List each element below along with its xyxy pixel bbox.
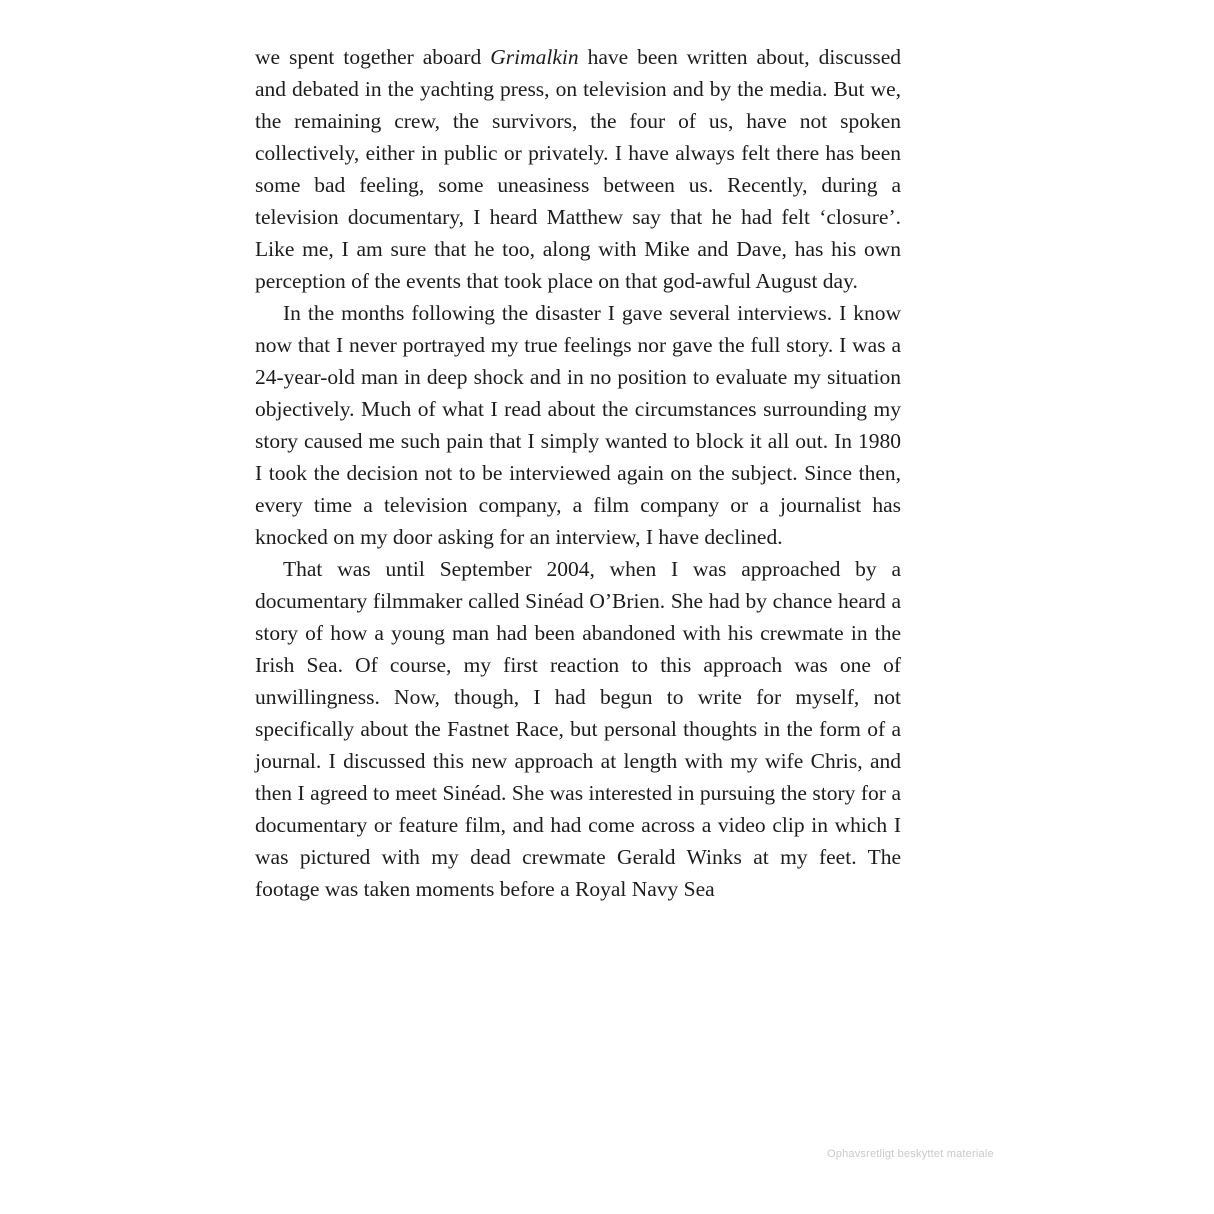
- paragraph-text: have been written about, discussed and debated in the yachting press, on television and by the media. But we, the remaining crew, the survivors, the four of us, have not spoken collectively, either in public or privately. I have always felt there has been some bad feeling, some uneasiness between us. Recently, during a television documentary, I heard Matthew say that he had felt ‘closure’. Like me, I am sure that he too, along with Mike and Dave, has his own perception of the events that took place on that god-awful August day.: [255, 45, 902, 293]
- paragraph-text: In the months following the disaster I gave several interviews. I know now that I never portrayed my true feelings nor gave the full story. I was a 24-year-old man in deep shock and in no position to evaluate my situation objectively. Much of what I read about the circumstances surrounding my story caused me such pain that I simply wanted to block it all out. In 1980 I took the decision not to be interviewed again on the subject. Since then, every time a television company, a film company or a journalist has knocked on my door asking for an interview, I have declined.: [255, 301, 901, 549]
- paragraph: [255, 297, 901, 553]
- copyright-watermark: Ophavsretligt beskyttet materiale: [827, 1148, 994, 1160]
- book-title-italic: Grimalkin: [490, 45, 579, 69]
- paragraph-text: That was until September 2004, when I was approached by a documentary filmmaker called Sinéad O’Brien. She had by chance heard a story of how a young man had been abandoned with his crewmate in the Irish Sea. Of course, my first reaction to this approach was one of unwillingness. Now, though, I had begun to write for myself, not specifically about the Fastnet Race, but personal thoughts in the form of a journal. I discussed this new approach at length with my wife Chris, and then I agreed to meet Sinéad. She was interested in pursuing the story for a documentary or feature film, and had come across a video clip in which I was pictured with my dead crewmate Gerald Winks at my feet. The footage was taken moments before a Royal Navy Sea: [255, 557, 901, 901]
- paragraph: [255, 41, 901, 297]
- paragraph: [255, 553, 901, 905]
- paragraph-text: we spent together aboard: [255, 45, 491, 69]
- body-text: [255, 41, 901, 905]
